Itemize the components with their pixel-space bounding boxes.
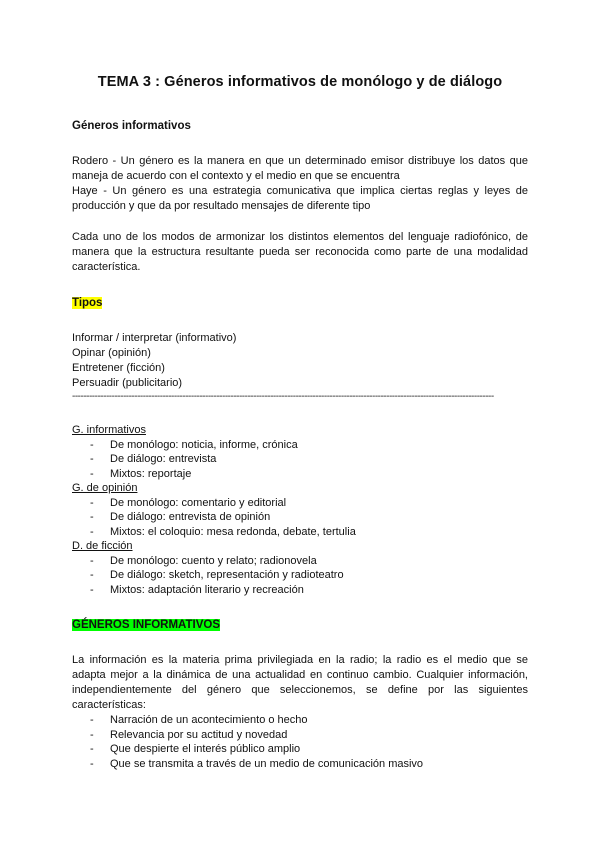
informacion-paragraph: La información es la materia prima privilegiada en la radio; la radio es el medio que se adapta mejor a la dinámica de una actualidad en continuo cambio. Cualquier información, independientemente del género que seleccionemos, se define por las siguientes características: [72, 654, 528, 711]
group-opinion [72, 481, 528, 539]
tipos-heading-wrap [72, 297, 528, 309]
tipos-heading: Tipos [72, 297, 103, 309]
list-item: - De diálogo: entrevista de opinión [72, 510, 528, 525]
group-ficcion [72, 539, 528, 597]
group-title: G. de opinión [72, 482, 138, 494]
group-informativos [72, 423, 528, 481]
tipos-item: Entretener (ficción) [72, 362, 165, 374]
document-title: TEMA 3 : Géneros informativos de monólogo y de diálogo [97, 74, 503, 90]
list-item: - De monólogo: noticia, informe, crónica [72, 438, 528, 453]
caracteristicas-list [72, 713, 528, 771]
definitions-block [72, 154, 528, 214]
list-item: - Relevancia por su actitud y novedad [72, 728, 528, 743]
generos-heading-wrap [72, 619, 528, 631]
definition-rodero: Rodero - Un género es la manera en que un determinado emisor distribuye los datos que maneja de acuerdo con el contexto y el medio en que se encuentra [72, 155, 528, 182]
list-item: - Que se transmita a través de un medio de comunicación masivo [72, 757, 528, 772]
list-item: - De monólogo: cuento y relato; radionovela [72, 554, 528, 569]
list-item: - De diálogo: entrevista [72, 452, 528, 467]
list-item: - Que despierte el interés público amplio [72, 742, 528, 757]
definition-haye: Haye - Un género es una estrategia comunicativa que implica ciertas reglas y leyes de producción y que da por resultado mensajes de diferente tipo [72, 185, 528, 212]
tipos-item: Opinar (opinión) [72, 347, 151, 359]
genres-groups [72, 423, 528, 597]
list-item: - De diálogo: sketch, representación y radioteatro [72, 568, 528, 583]
modes-paragraph: Cada uno de los modos de armonizar los distintos elementos del lenguaje radiofónico, de manera que la estructura resultante pueda ser reconocida como parte de una modalidad característica. [72, 231, 528, 273]
generos-informativos-heading: GÉNEROS INFORMATIVOS [72, 619, 221, 631]
section-subtitle: Géneros informativos [72, 120, 191, 132]
group-title: D. de ficción [72, 540, 133, 552]
tipos-item: Informar / interpretar (informativo) [72, 332, 237, 344]
tipos-list [72, 331, 528, 403]
group-title: G. informativos [72, 424, 146, 436]
list-item: - Mixtos: reportaje [72, 467, 528, 482]
list-item: - Mixtos: el coloquio: mesa redonda, debate, tertulia [72, 525, 528, 540]
list-item: - Mixtos: adaptación literario y recreación [72, 583, 528, 598]
list-item: - De monólogo: comentario y editorial [72, 496, 528, 511]
divider-line: ----------------------------------------------------------------------------------------------------------------------------------------------------- [72, 391, 494, 402]
tipos-item: Persuadir (publicitario) [72, 377, 183, 389]
document-page [72, 74, 528, 771]
list-item: - Narración de un acontecimiento o hecho [72, 713, 528, 728]
